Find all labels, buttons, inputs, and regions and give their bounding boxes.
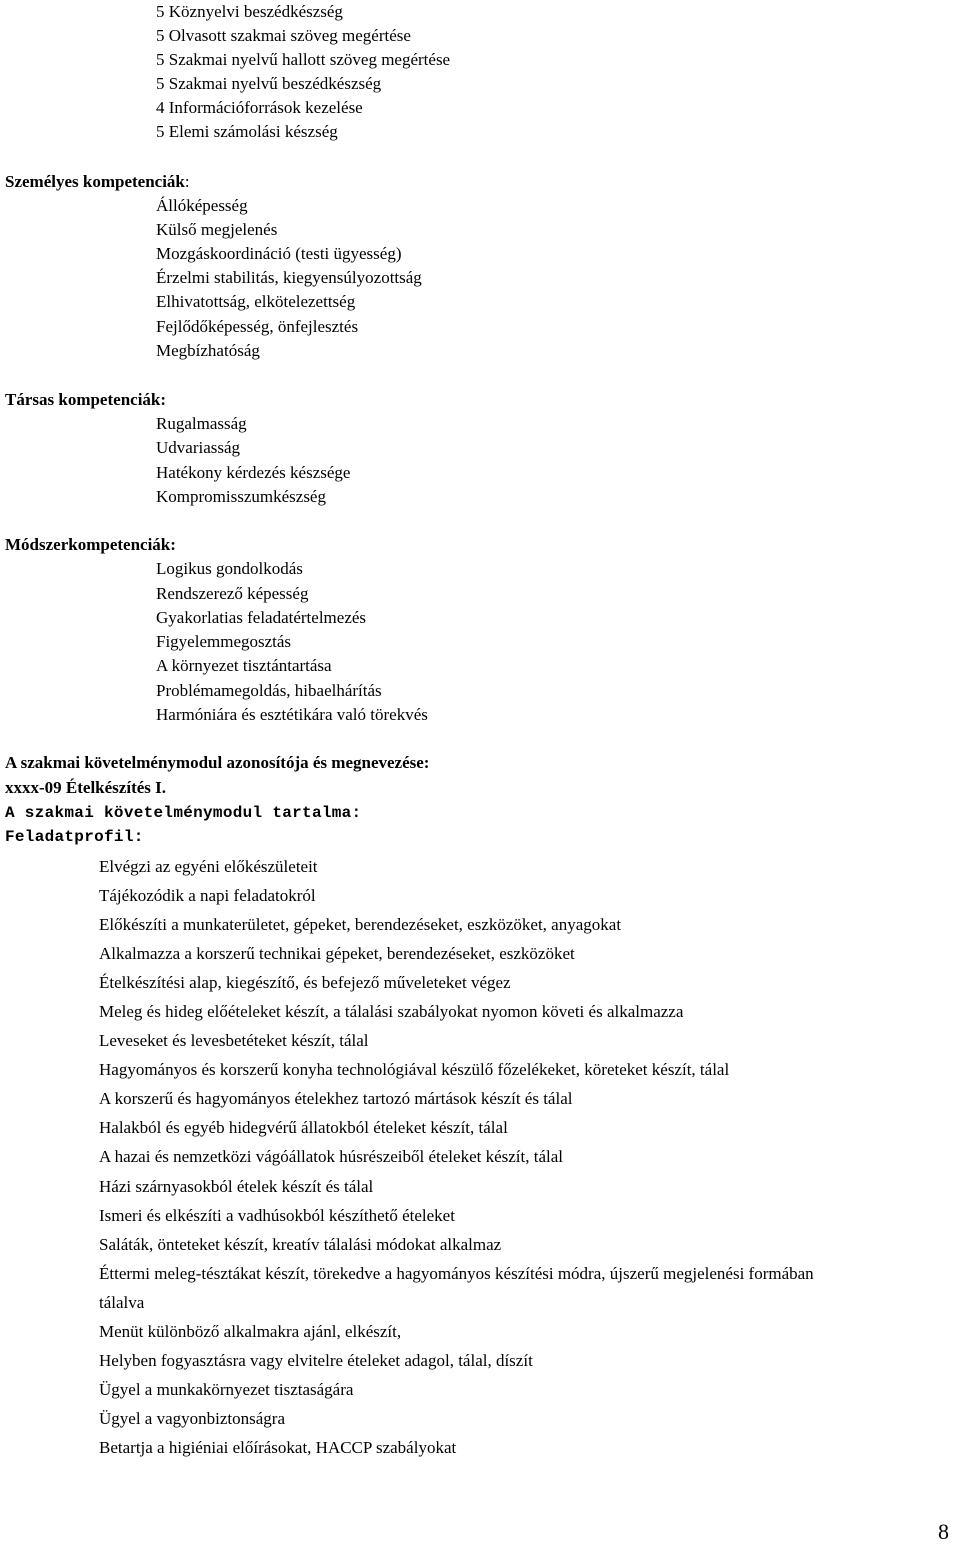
personal-competencies-heading: [5, 172, 190, 192]
personal-heading-text: Személyes kompetenciák: [5, 172, 185, 191]
task-item: Saláták, önteteket készít, kreatív tálalási módokat alkalmaz: [99, 1235, 502, 1254]
module-id-heading: A szakmai követelménymodul azonosítója és megnevezése:: [5, 753, 430, 772]
task-item: Helyben fogyasztásra vagy elvitelre ételeket adagol, tálal, díszít: [99, 1351, 533, 1370]
method-item: Logikus gondolkodás: [156, 559, 303, 578]
task-item: Elvégzi az egyéni előkészületeit: [99, 857, 318, 876]
method-item: A környezet tisztántartása: [156, 656, 332, 675]
method-item: Problémamegoldás, hibaelhárítás: [156, 681, 382, 700]
task-item: Meleg és hideg előételeket készít, a tálalási szabályokat nyomon követi és alkalmazza: [99, 1002, 684, 1021]
social-item: Kompromisszumkészség: [156, 487, 326, 506]
personal-item: Mozgáskoordináció (testi ügyesség): [156, 244, 402, 263]
task-item: Előkészíti a munkaterületet, gépeket, berendezéseket, eszközöket, anyagokat: [99, 915, 622, 934]
social-item: Udvariasság: [156, 438, 241, 457]
method-item: Gyakorlatias feladatértelmezés: [156, 608, 367, 627]
top-list-item: 4 Információforrások kezelése: [156, 98, 363, 117]
task-item: Alkalmazza a korszerű technikai gépeket, berendezéseket, eszközöket: [99, 944, 575, 963]
personal-item: Külső megjelenés: [156, 220, 278, 239]
task-item: Ételkészítési alap, kiegészítő, és befejező műveleteket végez: [99, 973, 511, 992]
top-list-item: 5 Elemi számolási készség: [156, 122, 338, 141]
method-competencies-heading: Módszerkompetenciák:: [5, 535, 176, 554]
top-list-item: 5 Szakmai nyelvű beszédkészség: [156, 74, 382, 93]
social-competencies-heading: Társas kompetenciák:: [5, 390, 167, 409]
module-content-heading: A szakmai követelménymodul tartalma:: [5, 804, 362, 822]
task-item: Ügyel a munkakörnyezet tisztaságára: [99, 1380, 354, 1399]
task-item: Házi szárnyasokból ételek készít és tálal: [99, 1177, 374, 1196]
task-item: Halakból és egyéb hidegvérű állatokból ételeket készít, tálal: [99, 1118, 508, 1137]
personal-item: Fejlődőképesség, önfejlesztés: [156, 317, 359, 336]
task-item: Hagyományos és korszerű konyha technológiával készülő főzelékeket, köreteket készít, tálal: [99, 1060, 730, 1079]
page-number: 8: [938, 1519, 949, 1544]
task-item: A korszerű és hagyományos ételekhez tartozó mártások készít és tálal: [99, 1089, 573, 1108]
module-id-value: xxxx-09 Ételkészítés I.: [5, 778, 167, 797]
personal-item: Állóképesség: [156, 196, 248, 215]
top-list-item: 5 Olvasott szakmai szöveg megértése: [156, 26, 411, 45]
method-item: Harmóniára és esztétikára való törekvés: [156, 705, 428, 724]
task-item: Tájékozódik a napi feladatokról: [99, 886, 316, 905]
personal-item: Érzelmi stabilitás, kiegyensúlyozottság: [156, 268, 422, 287]
task-item: A hazai és nemzetközi vágóállatok húsrészeiből ételeket készít, tálal: [99, 1147, 564, 1166]
task-item: Éttermi meleg-tésztákat készít, törekedve a hagyományos készítési módra, újszerű megjelenési formában: [99, 1264, 814, 1283]
social-item: Rugalmasság: [156, 414, 247, 433]
method-item: Rendszerező képesség: [156, 584, 309, 603]
personal-item: Elhivatottság, elkötelezettség: [156, 292, 356, 311]
task-item-continued: tálalva: [99, 1293, 145, 1312]
task-item: Ügyel a vagyonbiztonságra: [99, 1409, 285, 1428]
task-profile-heading: Feladatprofil:: [5, 828, 144, 846]
personal-heading-colon: :: [184, 172, 190, 191]
task-item: Leveseket és levesbetéteket készít, tálal: [99, 1031, 369, 1050]
social-item: Hatékony kérdezés készsége: [156, 463, 351, 482]
method-item: Figyelemmegosztás: [156, 632, 292, 651]
top-list-item: 5 Köznyelvi beszédkészség: [156, 2, 343, 21]
task-item: Ismeri és elkészíti a vadhúsokból készíthető ételeket: [99, 1206, 455, 1225]
personal-item: Megbízhatóság: [156, 341, 260, 360]
top-list-item: 5 Szakmai nyelvű hallott szöveg megértése: [156, 50, 451, 69]
task-item: Menüt különböző alkalmakra ajánl, elkészít,: [99, 1322, 402, 1341]
task-item: Betartja a higiéniai előírásokat, HACCP szabályokat: [99, 1438, 457, 1457]
